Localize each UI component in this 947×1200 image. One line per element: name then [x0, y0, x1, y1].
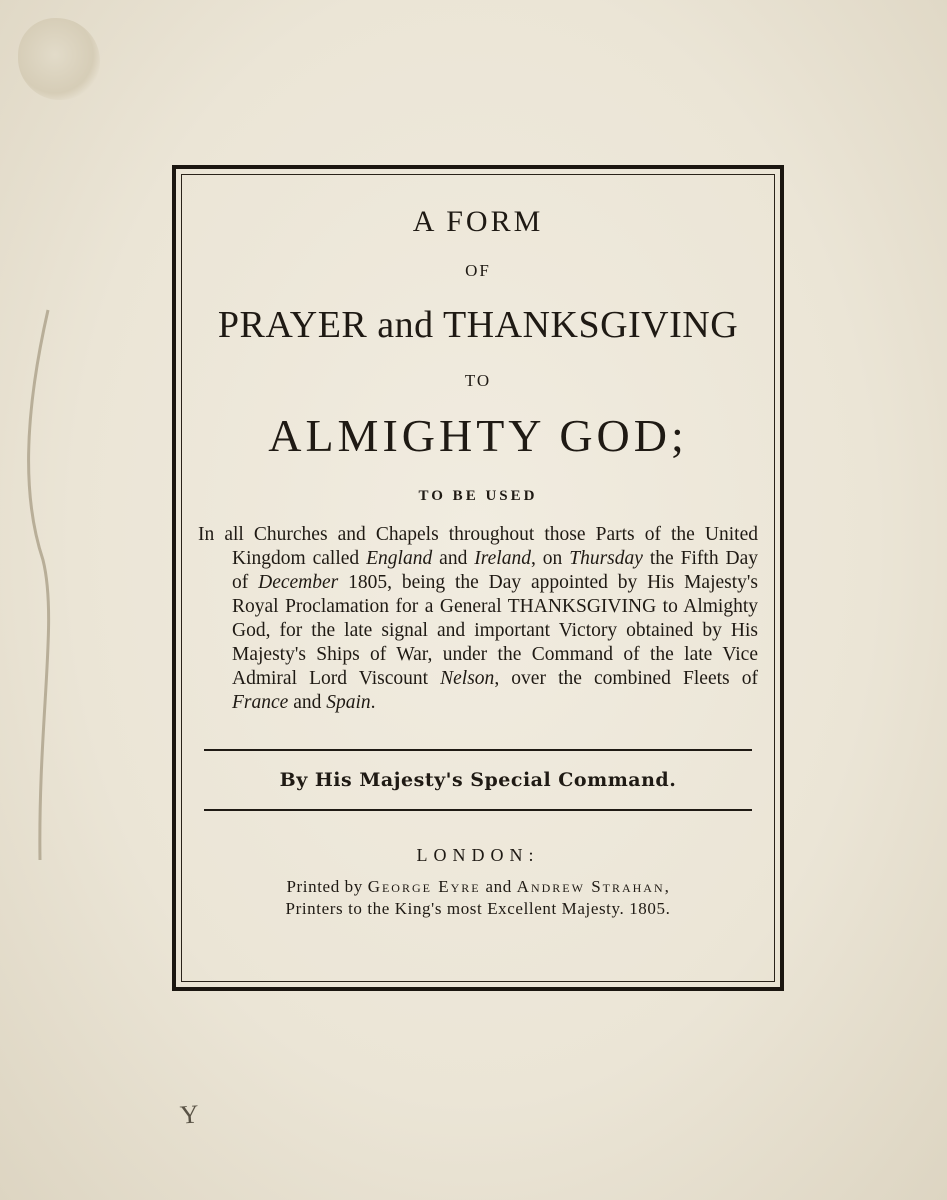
- imprint-line-2: Printers to the King's most Excellent Majesty. 1805.: [285, 899, 671, 918]
- title-content: [196, 199, 760, 920]
- para-text-5: , over the combined Fleets of: [494, 668, 758, 689]
- special-command-line: By His Majesty's Special Command.: [279, 769, 677, 791]
- word-nelson: Nelson: [440, 668, 495, 689]
- word-england: England: [366, 548, 433, 569]
- title-border: [172, 165, 784, 991]
- bottom-rule: [204, 809, 752, 811]
- printer-george-eyre: George Eyre: [367, 877, 481, 896]
- para-text-4: 1805, being the Day appointed by His Majesty's Royal Proclamation for a General THANKSGIVING to Almighty God, for the late signal and important Victory obtained by His Majesty's Ships of War, under the Command of the late Vice Admiral Lord Viscount: [232, 572, 758, 689]
- printer-andrew-strahan: Andrew Strahan: [516, 877, 665, 896]
- imprint-printers: [196, 876, 760, 920]
- binding-thread: [18, 300, 58, 880]
- imprint-comma: ,: [664, 877, 670, 896]
- occasion-paragraph: [198, 523, 758, 715]
- para-text-1: In all Churches and Chapels throughout those Parts of the United Kingdom called: [198, 524, 758, 569]
- title-line-to-be-used: TO BE USED: [418, 488, 538, 504]
- title-line-prayer: PRAYER and THANKSGIVING: [217, 304, 739, 346]
- para-and-2: and: [288, 692, 327, 713]
- word-ireland: Ireland: [474, 548, 531, 569]
- handwritten-mark: Y: [178, 1099, 200, 1130]
- para-text-2: , on: [530, 548, 570, 569]
- word-spain: Spain: [326, 692, 371, 713]
- paper-stain: [18, 18, 100, 100]
- title-line-almighty-god: ALMIGHTY GOD;: [268, 410, 688, 461]
- para-end: .: [370, 692, 376, 713]
- word-december: December: [258, 572, 339, 593]
- para-and-1: and: [432, 548, 475, 569]
- title-line-of: OF: [465, 261, 491, 280]
- para-text-3: the Fifth Day of: [232, 548, 759, 593]
- top-rule: [204, 749, 752, 751]
- title-line-a-form: A FORM: [412, 205, 544, 238]
- title-line-to: TO: [464, 371, 492, 390]
- word-thursday: Thursday: [569, 548, 643, 569]
- imprint-printed-by: Printed by: [286, 877, 368, 896]
- word-france: France: [232, 692, 289, 713]
- imprint-city: LONDON:: [416, 845, 540, 865]
- imprint-and: and: [480, 877, 517, 896]
